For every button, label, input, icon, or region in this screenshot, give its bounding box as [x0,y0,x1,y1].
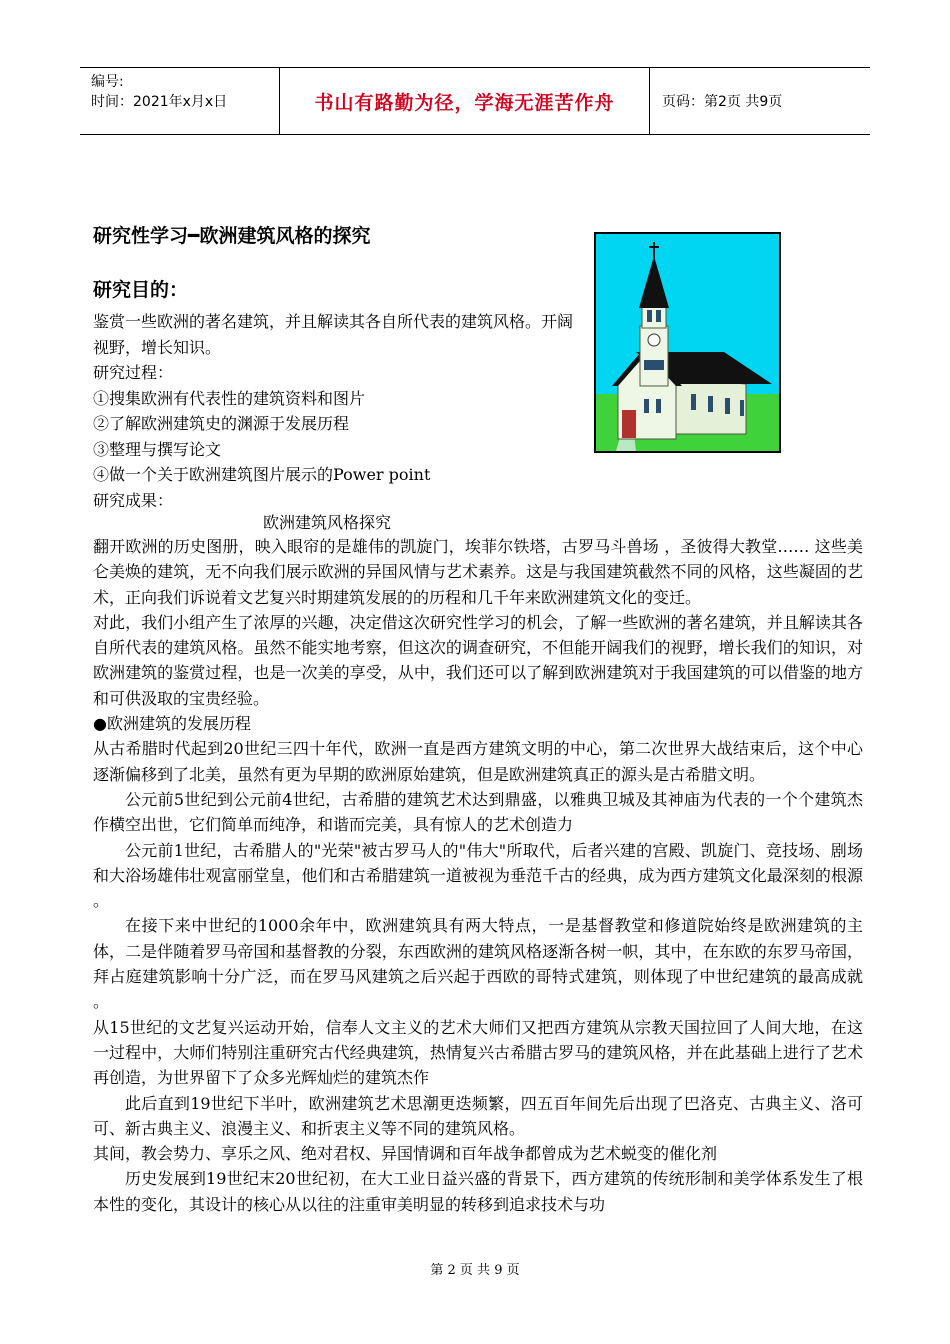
paragraph: 此后直到19世纪下半叶，欧洲建筑艺术思潮更迭频繁，四五百年间先后出现了巴洛克、古典主义、洛可可、新古典主义、浪漫主义、和折衷主义等不同的建筑风格。 [93,1093,863,1138]
time-label: 时间：2021年x月x日 [91,94,228,110]
paragraph: 在接下来中世纪的1000余年中，欧洲建筑具有两大特点，一是基督教堂和修道院始终是欧洲建筑的主体，二是伴随着罗马帝国和基督教的分裂，东西欧洲的建筑风格逐渐各树一帜，其中，在东欧的东罗马帝国，拜占庭建筑影响十分广泛，而在罗马风建筑之后兴起于西欧的哥特式建筑，则体现了中世纪建筑的最高成就 。 [93,916,863,1012]
process-item: ②了解欧洲建筑史的渊源于发展历程 [93,414,350,433]
page-info: 页码：第2页 共9页 [662,94,783,110]
paragraph: 翻开欧洲的历史图册，映入眼帘的是雄伟的凯旋门，埃菲尔铁塔，古罗马斗兽场 ，圣彼得大教堂…… 这些美仑美焕的建筑，无不向我们展示欧洲的异国风情与艺术素养。这是与我国建筑截然不同的风格，这些凝固的艺术，正向我们诉说着文艺复兴时期建筑发展的的历程和几千年来欧洲建筑文化的变迁。 [93,537,863,607]
header-meta [80,68,280,134]
section-heading: ●欧洲建筑的发展历程 [93,714,251,734]
process-item: ①搜集欧洲有代表性的建筑资料和图片 [93,388,366,408]
purpose-text: 鉴赏一些欧洲的著名建筑，并且解读其各自所代表的建筑风格。开阔视野，增长知识。 [93,312,574,357]
paragraph: 其间，教会势力、享乐之风、绝对君权、异国情调和百年战争都曾成为艺术蜕变的催化剂 [93,1144,718,1164]
page-header [80,67,870,135]
result-heading: 研究成果： [93,490,174,510]
process-item: ③整理与撰写论文 [93,439,222,459]
church-illustration [594,232,781,453]
church-image [596,234,779,451]
page-footer: 第 2 页 共 9 页 [430,1263,520,1278]
process-item: ④做一个关于欧洲建筑图片展示的Power point [93,465,431,484]
paragraph: 历史发展到19世纪末20世纪初，在大工业日益兴盛的背景下，西方建筑的传统形制和美学体系发生了根本性的变化，其设计的核心从以往的注重审美明显的转移到追求技术与功 [93,1169,863,1214]
essay-body [93,534,863,1217]
paragraph: 公元前1世纪，古希腊人的"光荣"被古罗马人的"伟大"所取代，后者兴建的宫殿、凯旋门、竞技场、剧场和大浴场雄伟壮观富丽堂皇，他们和古希腊建筑一道被视为垂范千古的经典，成为西方建筑文化最深刻的根源 。 [93,840,863,911]
header-motto-cell [280,68,650,134]
motto: 书山有路勤为径，学海无涯苦作舟 [314,91,615,114]
essay-title: 欧洲建筑风格探究 [263,513,392,532]
paragraph: 从古希腊时代起到20世纪三四十年代，欧洲一直是西方建筑文明的中心，第二次世界大战结束后，这个中心逐渐偏移到了北美，虽然有更为早期的欧洲原始建筑，但是欧洲建筑真正的源头是古希腊文明。 [93,739,863,784]
paragraph: 对此，我们小组产生了浓厚的兴趣，决定借这次研究性学习的机会，了解一些欧洲的著名建筑，并且解读其各自所代表的建筑风格。虽然不能实地考察，但这次的调查研究，不但能开阔我们的视野，增长我们的知识，对欧洲建筑的鉴赏过程，也是一次美的享受，从中，我们还可以了解到欧洲建筑对于我国建筑的可以借鉴的地方和可供汲取的宝贵经验。 [93,612,863,708]
paragraph: 公元前5世纪到公元前4世纪，古希腊的建筑艺术达到鼎盛，以雅典卫城及其神庙为代表的一个个建筑杰作横空出世，它们简单而纯净，和谐而完美，具有惊人的艺术创造力 [93,789,863,835]
intro-block [93,309,573,513]
purpose-heading: 研究目的： [93,279,189,301]
process-heading: 研究过程： [93,363,174,382]
document-title: 研究性学习━欧洲建筑风格的探究 [93,225,371,247]
serial-label: 编号: [91,74,124,90]
paragraph: 从15世纪的文艺复兴运动开始，信奉人文主义的艺术大师们又把西方建筑从宗教天国拉回了人间大地，在这一过程中，大师们特别注重研究古代经典建筑，热情复兴古希腊古罗马的建筑风格，并在此基础上进行了艺术再创造，为世界留下了众多光辉灿烂的建筑杰作 [93,1017,863,1088]
